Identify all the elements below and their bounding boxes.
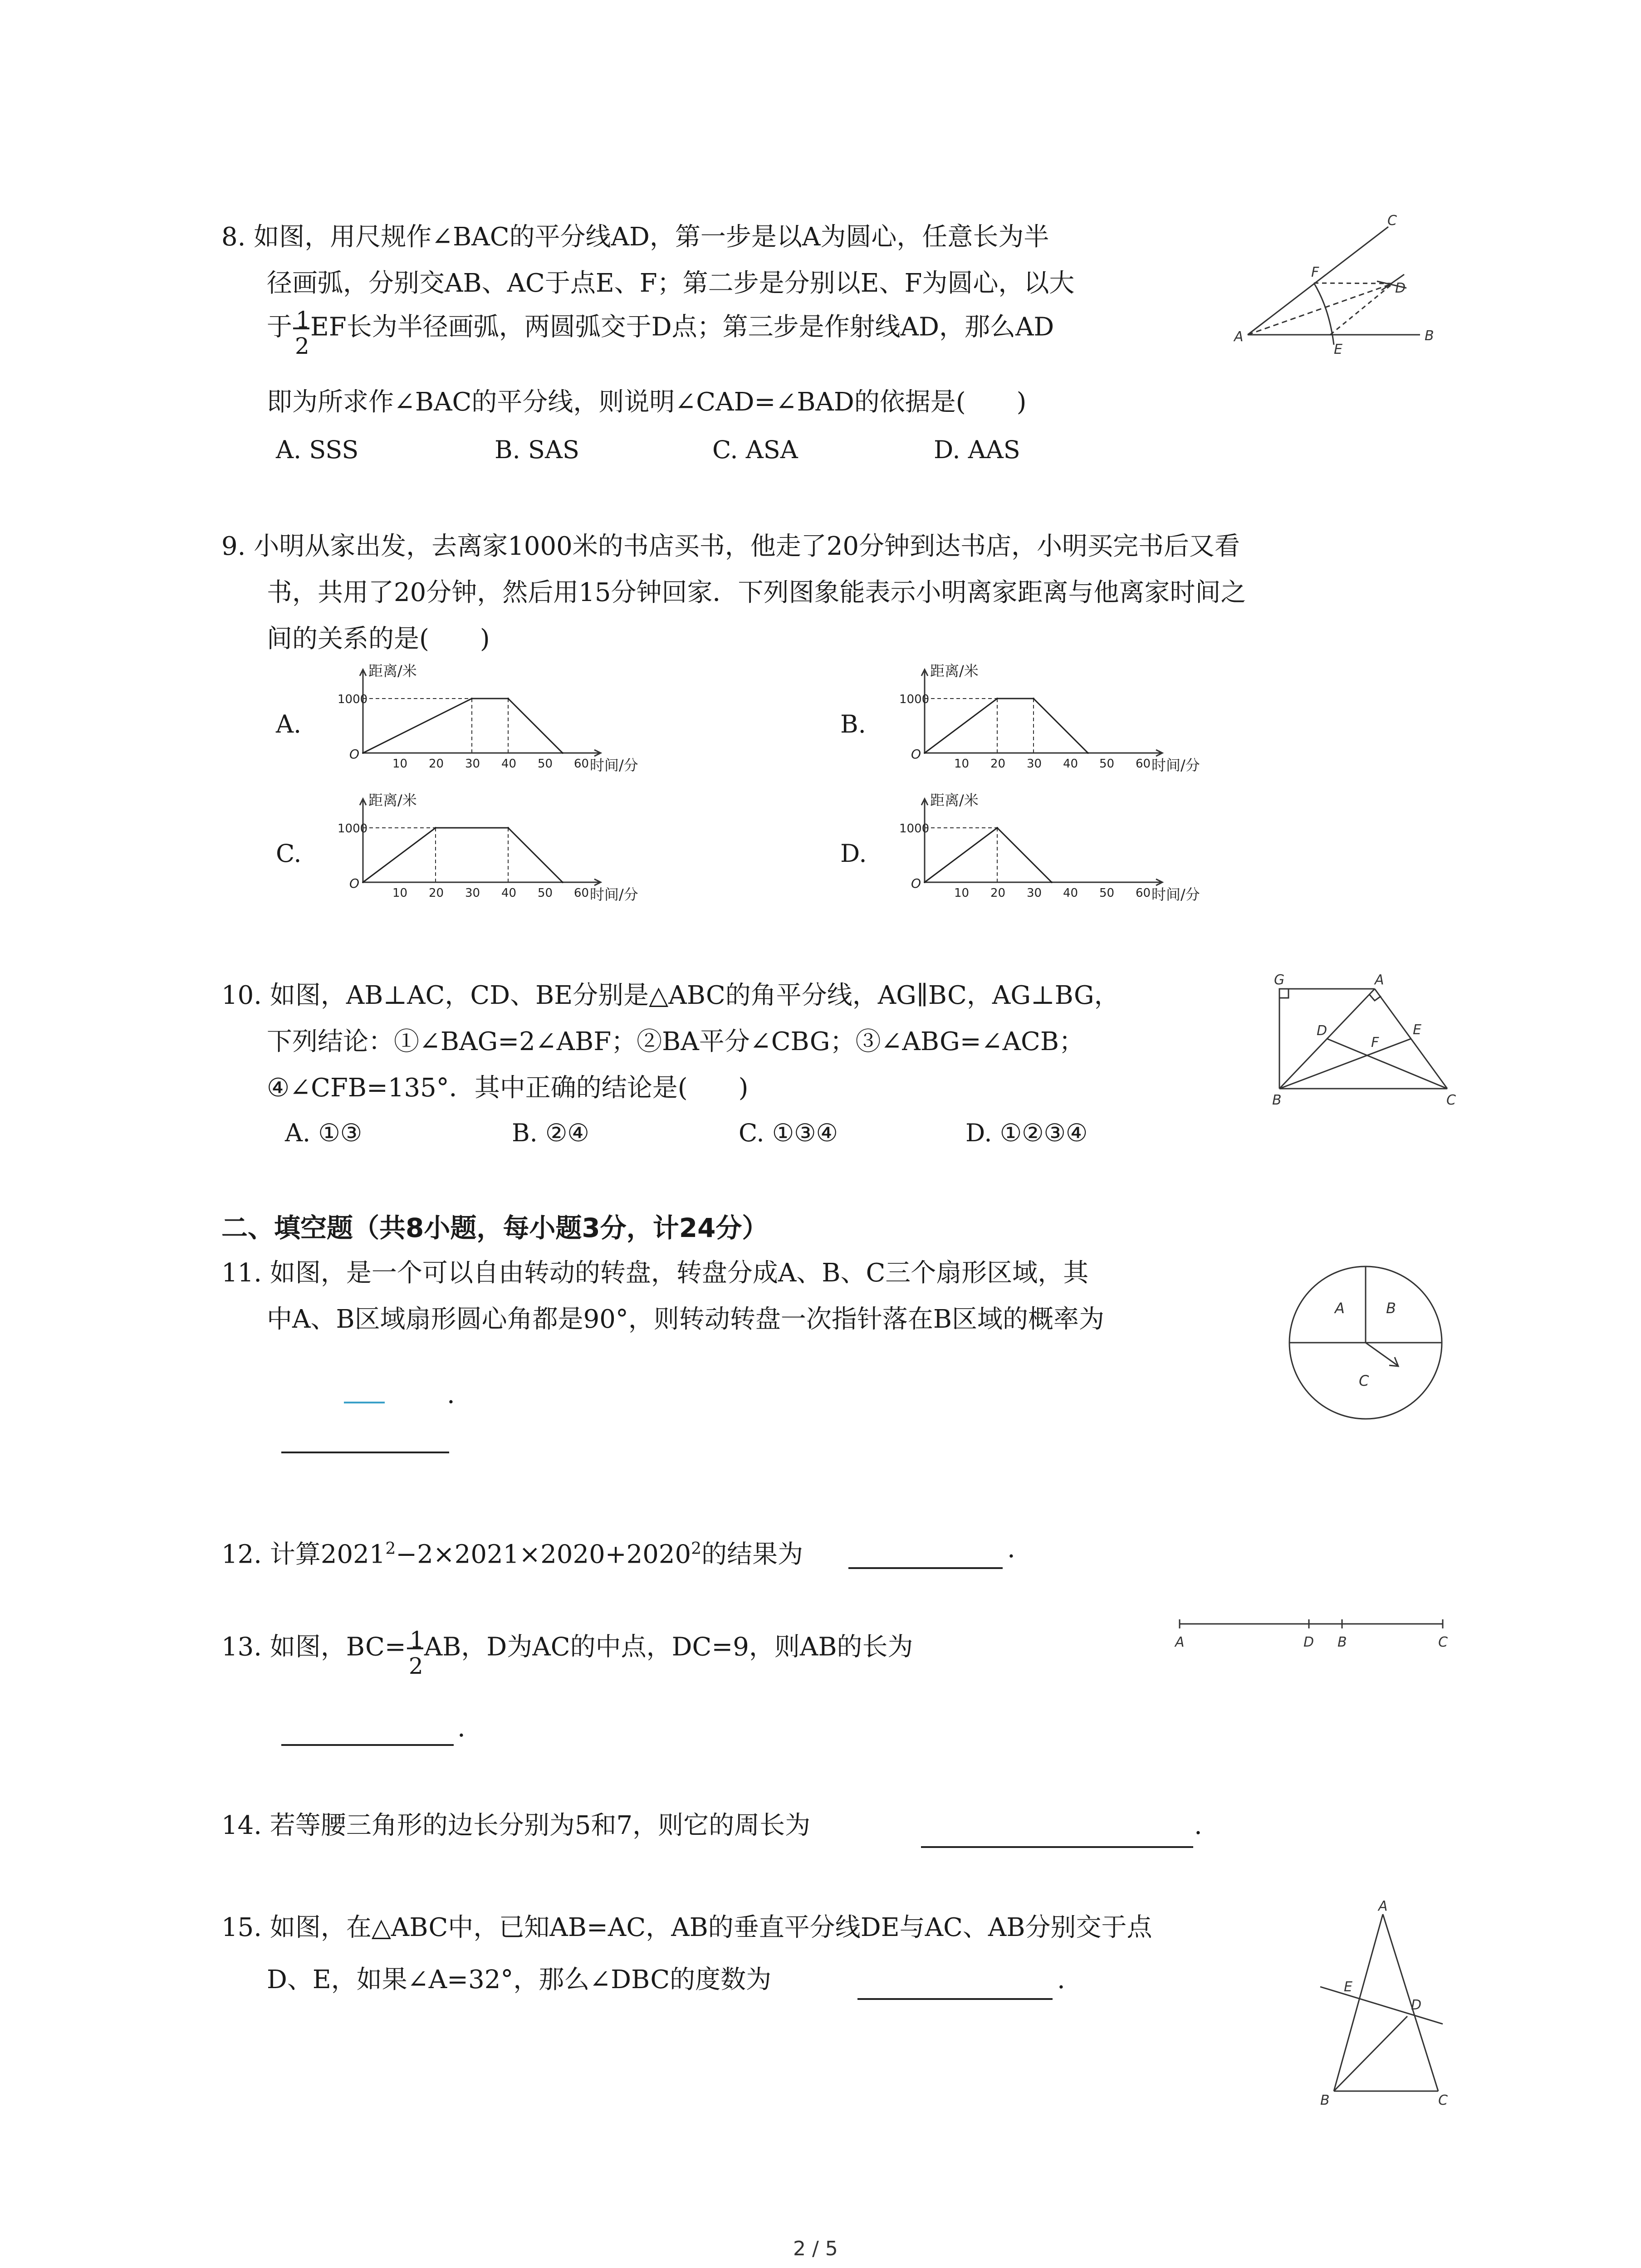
q11-spinner-figure [1284,1261,1447,1424]
data-point [1051,881,1053,883]
data-point [507,698,509,699]
ray-ac [1248,227,1388,335]
q10-option-c[interactable]: C. ①③④ [739,1119,838,1147]
x-tick-label: 60 [574,757,589,771]
q10-label-d: D [1317,1023,1327,1039]
q12-pre: 12. 计算2021 [221,1540,386,1569]
x-tick-label: 20 [990,757,1006,771]
q10-label-f: F [1371,1035,1379,1051]
x-tick-label: 20 [990,886,1006,900]
spinner-pointer [1366,1343,1397,1365]
q15-period: . [1057,1965,1065,1994]
series-line [925,828,1052,882]
q10-label-a: A [1375,972,1384,988]
q11-answer-fraction-bar [344,1402,385,1403]
dash-fd [1314,283,1393,284]
q13-segment-figure [1166,1615,1456,1656]
x-tick-label: 30 [465,757,480,771]
y-axis-label: 距离/米 [368,792,417,809]
x-tick-label: 60 [1136,757,1151,771]
q15-label-a: A [1378,1898,1388,1914]
q15-label-b: B [1320,2092,1330,2108]
q12-text [221,1533,803,1571]
q9-option-c-letter[interactable]: C. [276,839,302,868]
q8-label-e: E [1334,342,1342,357]
x-tick-label: 20 [429,886,444,900]
q8-label-a: A [1234,329,1244,345]
series-line [925,699,1088,753]
y-axis-label: 距离/米 [368,662,417,679]
y-tick-label: 1000 [899,822,930,836]
q9-graph-c[interactable] [336,792,638,903]
q9-line3: 间的关系的是( ) [267,624,490,654]
q10-option-b[interactable]: B. ②④ [512,1119,589,1147]
q10-label-e: E [1413,1022,1421,1038]
y-axis-label: 距离/米 [930,662,979,679]
q12-post: 的结果为 [701,1540,803,1569]
q8-option-d[interactable]: D. AAS [934,435,1020,464]
q8-line4: 即为所求作∠BAC的平分线，则说明∠CAD=∠BAD的依据是( ) [267,387,1027,417]
q9-option-b-letter[interactable]: B. [840,710,866,738]
q9-graph-b[interactable] [897,662,1200,774]
q8-option-b[interactable]: B. SAS [495,435,579,464]
q10-option-d[interactable]: D. ①②③④ [965,1119,1088,1147]
distance-time-chart [897,792,1200,903]
arc-ef [1314,283,1334,345]
q10-line3: ④∠CFB=135°．其中正确的结论是( ) [267,1073,749,1103]
x-tick-label: 40 [501,886,517,900]
x-tick-label: 10 [954,886,970,900]
section2-title: 二、填空题（共8小题，每小题3分，计24分） [221,1212,769,1243]
x-tick-label: 60 [1136,886,1151,900]
data-point [562,881,563,883]
q13-frac-den: 2 [408,1653,423,1679]
q11-period: . [447,1380,455,1409]
q15-line2: D、E，如果∠A=32°，那么∠DBC的度数为 [267,1965,772,1994]
seg-ab [1334,1914,1383,2091]
y-tick-label: 1000 [338,822,368,836]
x-axis-label: 时间/分 [1151,886,1200,903]
q11-line1: 11. 如图，是一个可以自由转动的转盘，转盘分成A、B、C三个扇形区域，其 [221,1258,1089,1288]
data-point [1087,752,1089,754]
q12-answer-blank[interactable] [848,1567,1003,1569]
distance-time-chart [336,792,638,903]
q10-label-b: B [1272,1092,1282,1108]
seg-ac [1383,1914,1438,2091]
x-tick-label: 10 [392,886,408,900]
data-point [362,881,364,883]
y-axis-label: 距离/米 [930,792,979,809]
q8-line1: 8. 如图，用尺规作∠BAC的平分线AD，第一步是以A为圆心，任意长为半 [221,222,1049,252]
q10-triangle-figure [1266,966,1465,1107]
right-angle-g [1279,989,1288,998]
q15-label-c: C [1438,2092,1448,2108]
q14-text: 14. 若等腰三角形的边长分别为5和7，则它的周长为 [221,1811,811,1840]
page-number: 2 / 5 [793,2237,838,2260]
q15-line1: 15. 如图，在△ABC中，已知AB=AC，AB的垂直平分线DE与AC、AB分别交于点 [221,1913,1152,1942]
data-point [924,881,926,883]
q8-fraction [292,304,310,359]
q13-label-d: D [1303,1634,1314,1650]
q13-label-c: C [1438,1634,1448,1650]
series-line [363,699,563,753]
q8-label-b: B [1425,328,1434,344]
q15-triangle-figure [1307,1898,1461,2109]
data-point [1033,698,1034,699]
x-tick-label: 50 [1099,886,1115,900]
x-tick-label: 30 [1027,886,1042,900]
q11-label-c: C [1359,1372,1369,1389]
x-tick-label: 50 [538,757,553,771]
x-tick-label: 40 [501,757,517,771]
q15-label-d: D [1411,1997,1422,2013]
q11-answer-blank[interactable] [281,1452,449,1453]
y-tick-label: 1000 [899,693,930,706]
data-point [362,752,364,754]
q8-label-c: C [1387,213,1397,229]
q13-answer-blank[interactable] [281,1744,454,1746]
distance-time-chart [897,662,1200,774]
x-tick-label: 40 [1063,757,1078,771]
q11-line2: 中A、B区域扇形圆心角都是90°，则转动转盘一次指针落在B区域的概率为 [267,1305,1105,1334]
data-point [507,827,509,829]
q14-answer-blank[interactable] [921,1846,1193,1848]
q13-label-a: A [1175,1634,1185,1650]
q13-label-b: B [1337,1634,1347,1650]
q13-pre: 13. 如图，BC= [221,1632,406,1662]
origin-label: O [911,876,921,891]
q9-option-a-letter[interactable]: A. [276,710,302,738]
q10-label-g: G [1274,972,1285,988]
q10-option-a[interactable]: A. ①③ [285,1119,362,1147]
q12-mid: −2×2021×2020+2020 [396,1540,691,1569]
q8-frac-num: 1 [296,307,310,333]
data-point [924,752,926,754]
q13-post: AB，D为AC的中点，DC=9，则AB的长为 [424,1632,913,1662]
perp-bisector-de [1320,1987,1443,2024]
ray-ad [1248,284,1393,335]
q8-option-c[interactable]: C. ASA [712,435,798,464]
x-tick-label: 20 [429,757,444,771]
x-tick-label: 30 [1027,757,1042,771]
data-point [996,827,998,829]
q9-graph-d[interactable] [897,792,1200,903]
q12-sup1: 2 [385,1540,396,1558]
x-axis-label: 时间/分 [590,886,638,903]
x-tick-label: 50 [538,886,553,900]
q9-line2: 书，共用了20分钟，然后用15分钟回家．下列图象能表示小明离家距离与他离家时间之 [267,578,1246,607]
q8-line2: 径画弧，分别交AB、AC于点E、F；第二步是分别以E、F为圆心，以大 [267,269,1075,298]
q8-line3-post: EF长为半径画弧，两圆弧交于D点；第三步是作射线AD，那么AD [310,312,1054,342]
q13-period: . [457,1713,465,1743]
q8-label-d: D [1395,280,1406,296]
q8-line3-pre: 于 [267,312,292,342]
data-point [435,827,436,829]
q9-line1: 9. 小明从家出发，去离家1000米的书店买书，他走了20分钟到达书店，小明买完书后又看 [221,532,1240,561]
data-point [562,752,563,754]
q8-frac-den: 2 [295,333,309,359]
q8-option-a[interactable]: A. SSS [276,435,359,464]
y-tick-label: 1000 [338,693,368,706]
series-line [363,828,563,882]
q13-frac-num: 1 [409,1627,424,1653]
q10-line1: 10. 如图，AB⊥AC，CD、BE分别是△ABC的角平分线，AG∥BC，AG⊥BG， [221,981,1120,1010]
x-axis-label: 时间/分 [590,757,638,774]
origin-label: O [349,876,360,891]
q8-angle-bisector-figure [1225,209,1461,358]
x-tick-label: 10 [954,757,970,771]
q14-period: . [1194,1811,1202,1840]
q11-label-a: A [1335,1300,1345,1317]
x-tick-label: 50 [1099,757,1115,771]
x-tick-label: 40 [1063,886,1078,900]
q11-label-b: B [1386,1300,1396,1317]
q10-label-c: C [1446,1092,1456,1108]
q8-label-f: F [1311,264,1319,280]
x-tick-label: 30 [465,886,480,900]
q12-period: . [1007,1534,1015,1564]
q12-sup2: 2 [691,1540,702,1558]
distance-time-chart [336,662,638,774]
origin-label: O [349,747,360,762]
q15-label-e: E [1344,1979,1352,1995]
q13-fraction [406,1624,424,1679]
origin-label: O [911,747,921,762]
q10-line2: 下列结论：①∠BAG=2∠ABF；②BA平分∠CBG；③∠ABG=∠ACB； [267,1027,1085,1056]
q9-option-d-letter[interactable]: D. [840,839,867,868]
x-tick-label: 10 [392,757,408,771]
data-point [996,698,998,699]
q13-text [221,1624,913,1687]
data-point [471,698,473,699]
q15-answer-blank[interactable] [857,1998,1053,2000]
x-axis-label: 时间/分 [1151,757,1200,774]
q8-line3 [267,304,1054,363]
q9-graph-a[interactable] [336,662,638,774]
x-tick-label: 60 [574,886,589,900]
dash-ed [1330,284,1393,335]
